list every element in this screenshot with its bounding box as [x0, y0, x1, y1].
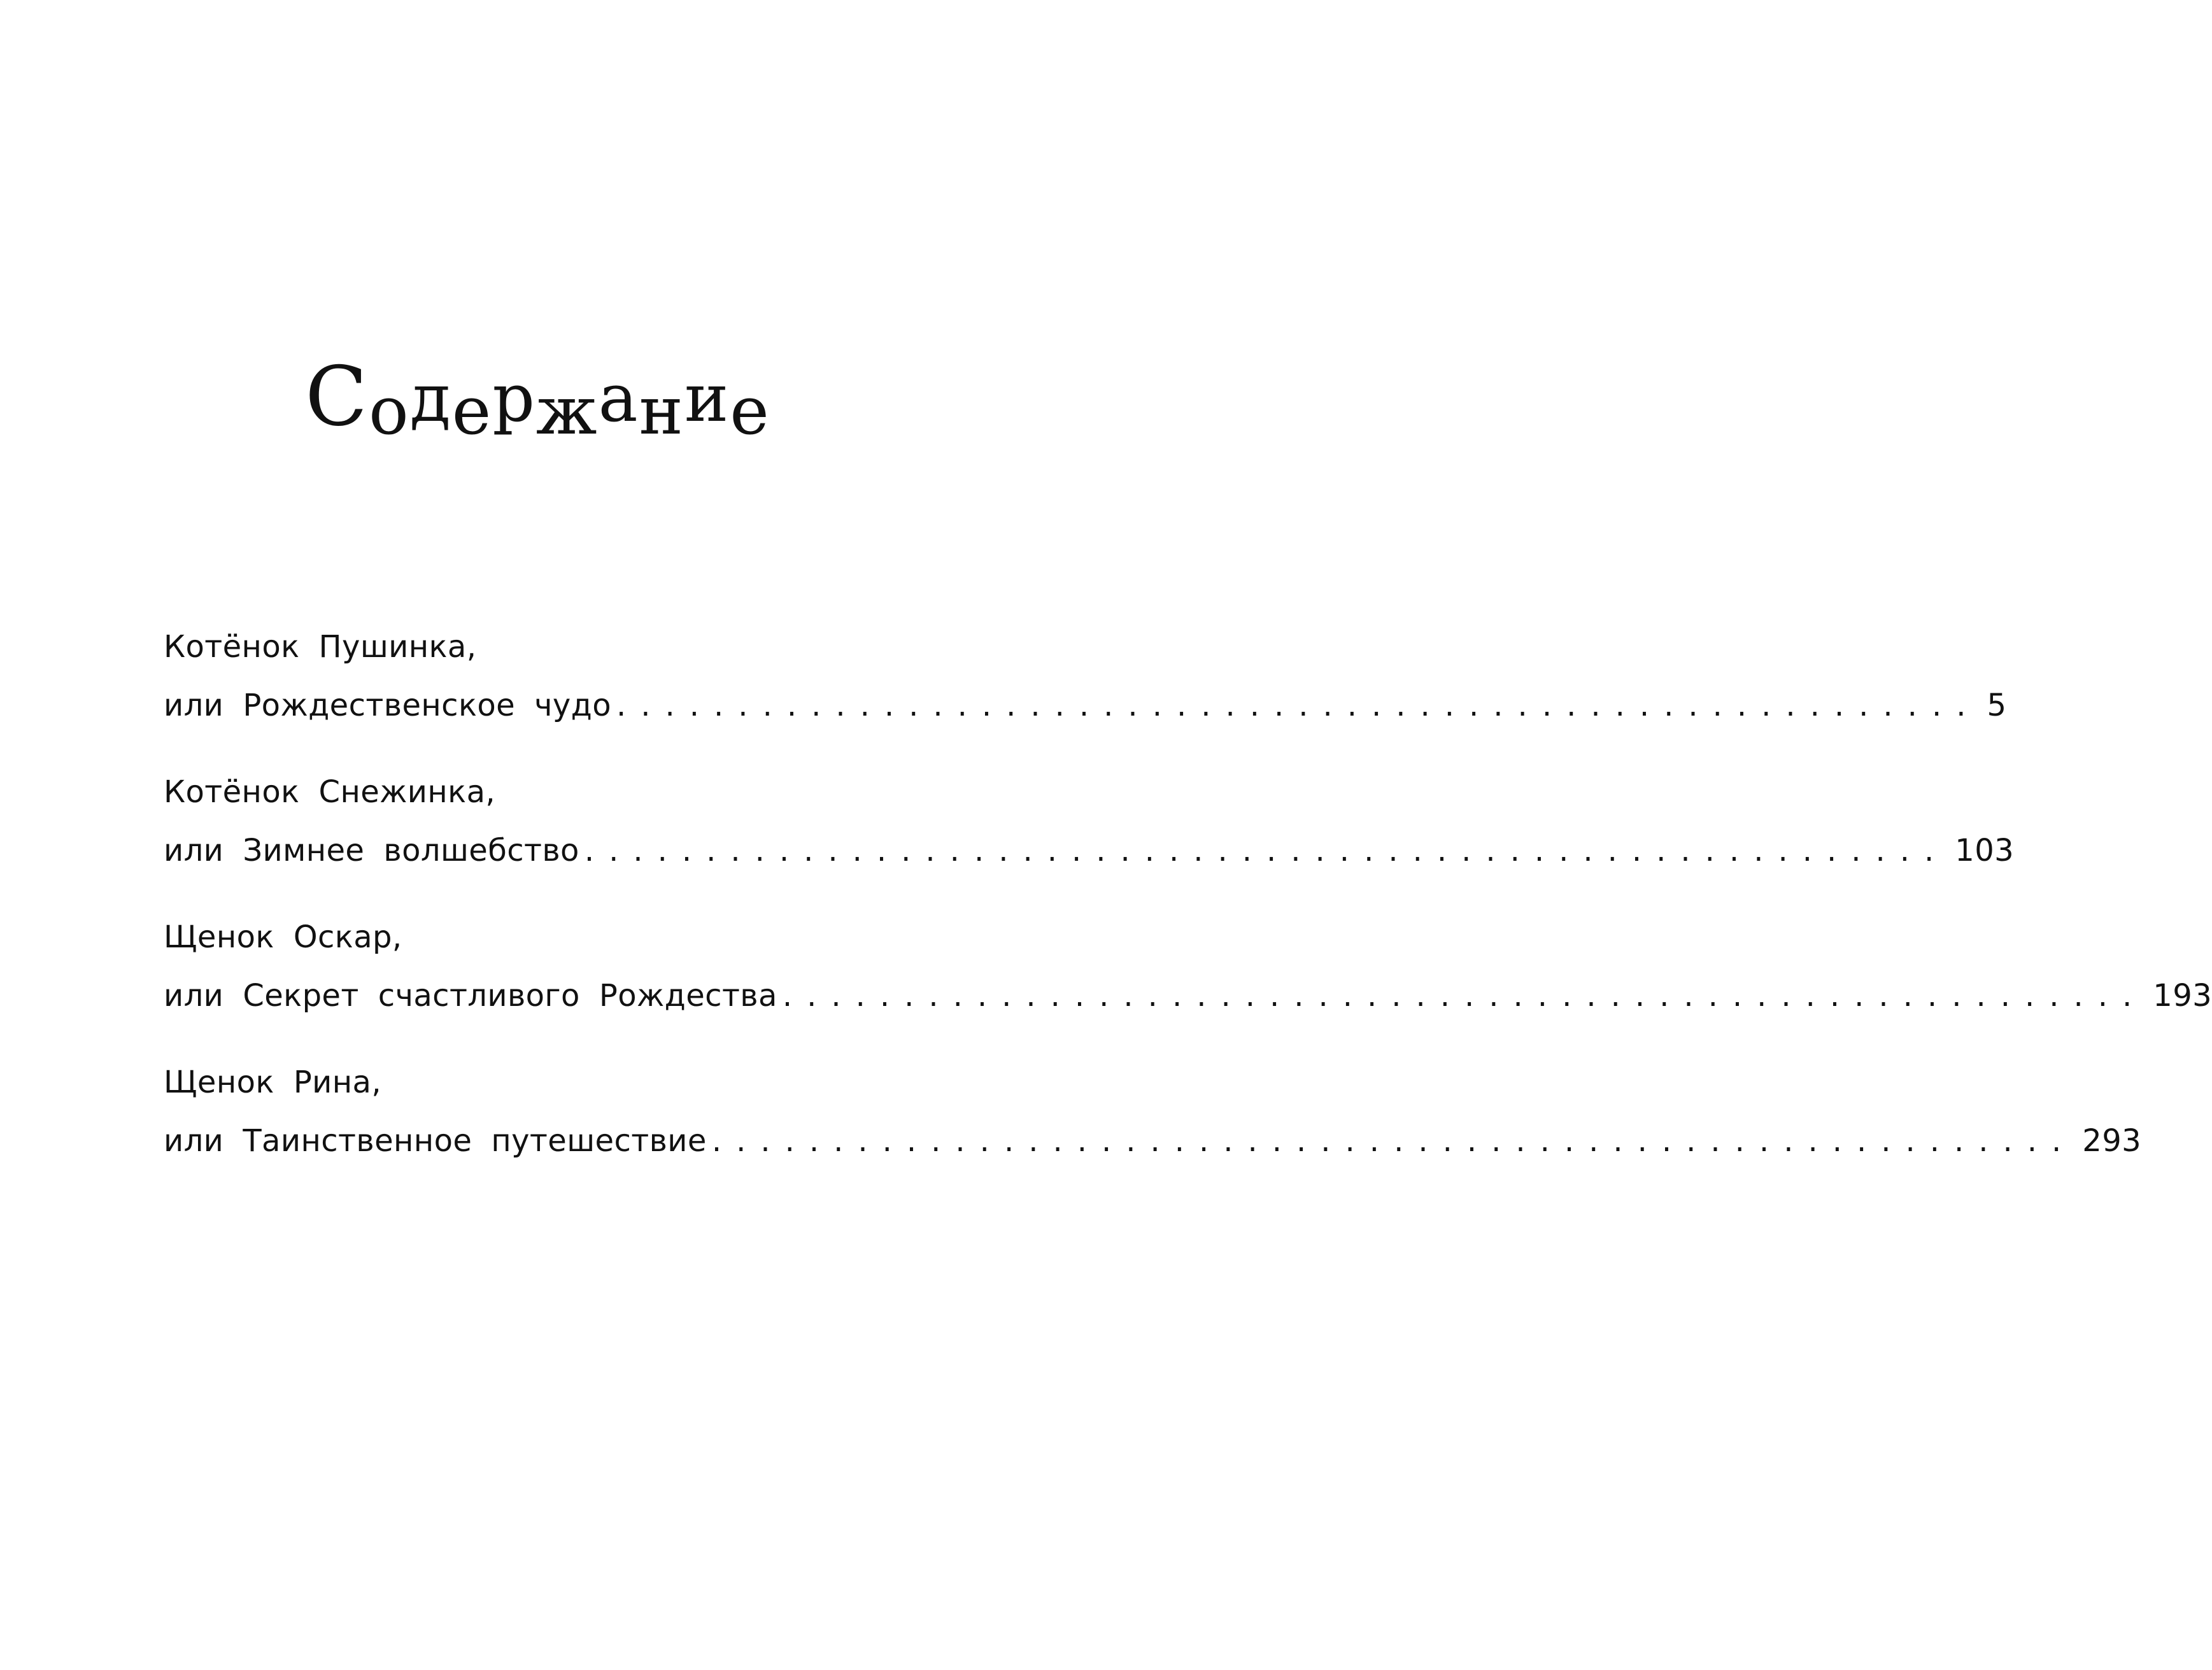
title-letter: С [305, 350, 369, 444]
toc-entry-title: Щенок Рина, [164, 1065, 382, 1100]
toc-entry[interactable] [164, 1053, 2142, 1170]
toc-entry-title: Котёнок Снежинка, [164, 774, 496, 810]
dot-leader: ........................................................ [711, 1123, 2076, 1159]
toc-entry-title: Щенок Оскар, [164, 919, 402, 955]
toc-entry-subtitle: или Рождественское чудо [164, 688, 612, 723]
page-title [0, 350, 1075, 449]
toc-page-number: 5 [1987, 688, 2007, 723]
dot-leader: ........................................................ [782, 978, 2147, 1014]
title-letter: и [684, 359, 730, 437]
title-letter: н [639, 372, 684, 449]
toc-entry-subtitle: или Таинственное путешествие [164, 1123, 707, 1159]
dot-leader: ........................................................ [584, 833, 1949, 868]
title-letter: а [598, 359, 639, 437]
title-letter: р [492, 359, 536, 437]
toc-page-number: 103 [1955, 833, 2015, 868]
toc-entry[interactable] [164, 908, 2212, 1025]
title-letter: е [451, 372, 493, 449]
toc-entry[interactable] [164, 618, 2007, 735]
toc-page-number: 193 [2153, 978, 2212, 1014]
toc-entry-subtitle-row [164, 821, 2015, 880]
title-letter: о [369, 372, 410, 449]
toc-entry-subtitle: или Секрет счастливого Рождества [164, 978, 777, 1014]
toc-entry-subtitle-row [164, 676, 2007, 735]
title-letter: е [730, 372, 770, 449]
title-letter: ж [535, 372, 599, 449]
toc-entry-subtitle-row [164, 1112, 2142, 1170]
toc-page-number: 293 [2082, 1123, 2142, 1159]
toc-entry-title: Котёнок Пушинка, [164, 629, 477, 665]
title-letter: д [409, 359, 452, 437]
toc-entry-subtitle-row [164, 966, 2212, 1025]
toc-entry[interactable] [164, 763, 2015, 880]
table-of-contents [164, 618, 2212, 1198]
dot-leader: ........................................................ [616, 688, 1981, 723]
toc-entry-subtitle: или Зимнее волшебство [164, 833, 579, 868]
